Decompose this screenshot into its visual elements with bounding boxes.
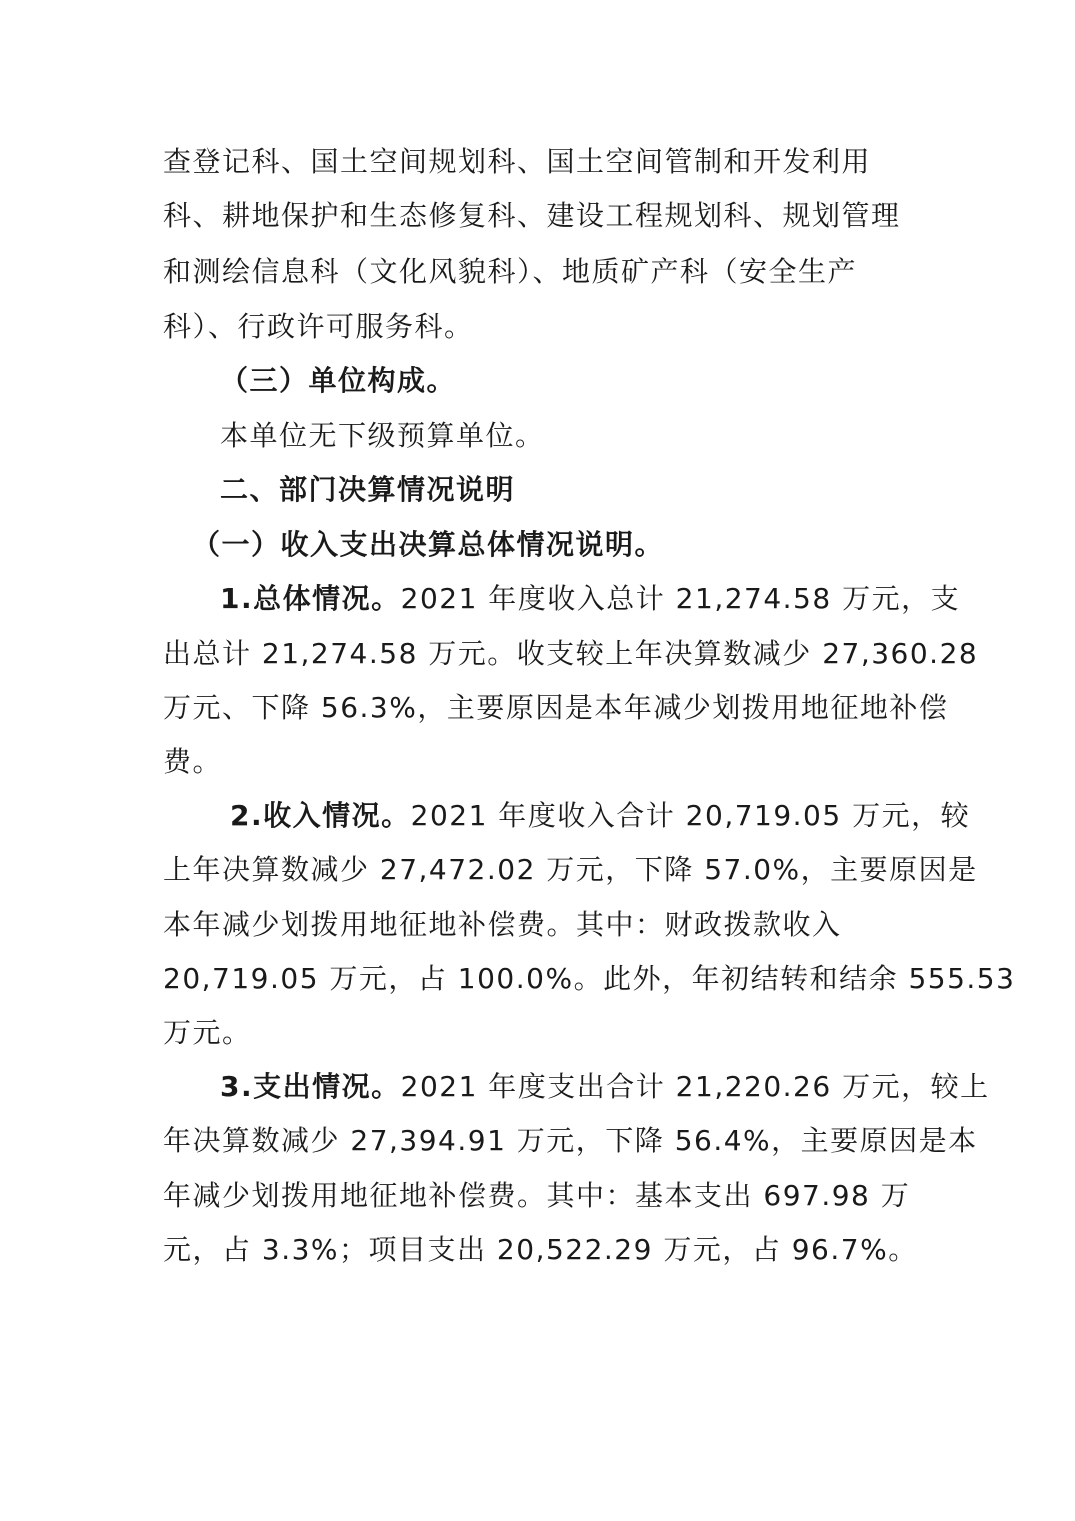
section-heading: 二、部门决算情况说明 — [220, 473, 516, 506]
income-line: 上年决算数减少 27,472.02 万元，下降 57.0%，主要原因是 — [163, 853, 978, 886]
unit-heading: （三）单位构成。 — [220, 364, 457, 397]
overall-line: 万元、下降 56.3%，主要原因是本年减少划拨用地征地补偿 — [163, 691, 949, 724]
overall-text: 2021 年度收入总计 21,274.58 万元，支 — [400, 582, 961, 615]
unit-text: 本单位无下级预算单位。 — [220, 419, 545, 452]
intro-line: 和测绘信息科（文化风貌科）、地质矿产科（安全生产 — [163, 255, 858, 288]
expense-text: 2021 年度支出合计 21,220.26 万元，较上 — [400, 1070, 990, 1103]
income-label: 2.收入情况。 — [230, 799, 411, 832]
overall-paragraph-line — [220, 582, 961, 615]
overall-line: 出总计 21,274.58 万元。收支较上年决算数减少 27,360.28 — [163, 637, 979, 670]
overall-line: 费。 — [163, 745, 223, 778]
expense-line: 元，占 3.3%；项目支出 20,522.29 万元，占 96.7%。 — [163, 1233, 918, 1266]
income-paragraph-line — [230, 799, 971, 832]
expense-line: 年减少划拨用地征地补偿费。其中：基本支出 697.98 万 — [163, 1179, 911, 1212]
income-line: 万元。 — [163, 1016, 252, 1049]
overall-label: 1.总体情况。 — [220, 582, 401, 615]
expense-line: 年决算数减少 27,394.91 万元，下降 56.4%，主要原因是本 — [163, 1124, 978, 1157]
intro-line: 科、耕地保护和生态修复科、建设工程规划科、规划管理 — [163, 199, 901, 232]
subsection-heading: （一）收入支出决算总体情况说明。 — [192, 528, 665, 561]
intro-line: 科）、行政许可服务科。 — [163, 310, 474, 343]
intro-line: 查登记科、国土空间规划科、国土空间管制和开发利用 — [163, 145, 872, 178]
expense-label: 3.支出情况。 — [220, 1070, 401, 1103]
income-text: 2021 年度收入合计 20,719.05 万元，较 — [410, 799, 971, 832]
income-line: 20,719.05 万元，占 100.0%。此外，年初结转和结余 555.53 — [163, 962, 1016, 995]
expense-paragraph-line — [220, 1070, 990, 1103]
income-line: 本年减少划拨用地征地补偿费。其中：财政拨款收入 — [163, 908, 842, 941]
